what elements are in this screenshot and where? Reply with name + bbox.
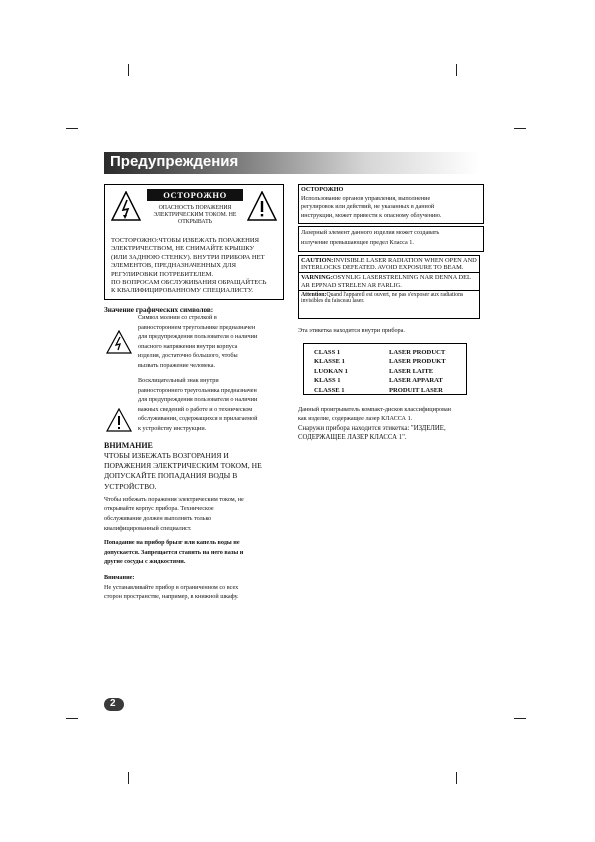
text-line: важных сведений о работе и о техническом <box>138 405 253 413</box>
caution-line: ТОСТОРОЖНО:ЧТОБЫ ИЗБЕЖАТЬ ПОРАЖЕНИЯ <box>111 237 260 244</box>
caution-line: ЭЛЕМЕНТОВ, ПРЕДНАЗНАЧЕННЫХ ДЛЯ <box>111 262 236 270</box>
text-line: к устройству инструкции. <box>138 424 207 432</box>
varning-se <box>299 273 479 290</box>
attention-heading: ВНИМАНИЕ <box>104 441 153 450</box>
caution-text <box>111 237 279 296</box>
crop-mark <box>456 772 457 784</box>
crop-mark <box>128 64 129 76</box>
warning-text: Quand l'appareil est ouvert, ne pas s'exposer aux radiations invisibles du faisceau laser. <box>301 291 464 305</box>
text-line: ПОРАЖЕНИЯ ЭЛЕКТРИЧЕСКИМ ТОКОМ, НЕ <box>104 461 262 471</box>
label-location-note: Эта этикетка находится внутри прибора. <box>298 327 405 334</box>
exclamation-warning-icon <box>247 191 277 221</box>
attention-section <box>104 441 284 602</box>
lightning-warning-icon <box>111 191 141 221</box>
text-line: регулировок или действий, не указанных в данной <box>301 203 435 211</box>
lightning-symbol-icon <box>106 330 132 354</box>
text-line: равностороннем треугольнике предназначен <box>138 323 256 331</box>
text-line: Чтобы избежать поражения электрическим током, не <box>104 495 244 503</box>
text-line: другие сосуды с жидкостями. <box>104 558 186 566</box>
multilang-warning-box <box>298 255 480 319</box>
water-warning <box>104 538 284 567</box>
note-body <box>104 583 284 602</box>
class-row: CLASSE 1 PRODUIT LASER <box>314 386 443 394</box>
text-line: опасного напряжения внутри корпуса <box>138 342 238 350</box>
warning-label: Attention: <box>301 291 327 298</box>
text-line: квалифицированный специалист. <box>104 524 192 532</box>
text-line: для предупреждения пользователя о наличии <box>138 333 258 341</box>
text-line: УСТРОЙСТВО. <box>104 481 157 491</box>
service-note <box>104 495 284 533</box>
text-line: обслуживание должен выполнять только <box>104 515 212 522</box>
text-line: открывайте корпус прибора. Техническое <box>104 505 214 513</box>
text-line: излучение превышающее предел Класса 1. <box>301 238 414 246</box>
laser-element-box <box>298 226 484 252</box>
caution-en <box>299 256 479 273</box>
class-row: KLASSE 1 LASER PRODUKT <box>314 358 446 366</box>
text-line: СОДЕРЖАЩЕЕ ЛАЗЕР КЛАССА 1". <box>298 434 407 442</box>
text-line: для предупреждения пользователя о наличии <box>138 396 258 404</box>
crop-mark <box>66 128 78 129</box>
text-line: Снаружи прибора находится этикетка: "ИЗДЕЛИЕ, <box>298 424 446 432</box>
crop-mark <box>456 64 457 76</box>
caution-line: К КВАЛИФИЦИРОВАННОМУ СПЕЦИАЛИСТУ. <box>111 287 254 295</box>
caution-box <box>104 184 284 300</box>
caution-line: (ИЛИ ЗАДНЮЮ СТЕНКУ). ВНУТРИ ПРИБОРА НЕТ <box>111 253 265 261</box>
text-line: как изделие, содержащее лазер КЛАССА 1. <box>298 415 413 423</box>
text-line: вызвать поражение человека. <box>138 361 215 369</box>
text-line: Восклицательный знак внутри <box>138 377 219 384</box>
attention-body <box>104 451 284 492</box>
class-row: KLASS 1 LASER APPARAT <box>314 377 443 385</box>
laser-class-label <box>303 343 467 395</box>
text-line: изделия, достаточно большого, чтобы <box>138 352 238 360</box>
page-title: Предупреждения <box>110 153 239 170</box>
text-line: сторон пространстве, например, в книжной шкафу. <box>104 593 239 601</box>
warning-label: CAUTION: <box>301 257 334 264</box>
text-line: ЧТОБЫ ИЗБЕЖАТЬ ВОЗГОРАНИЯ И <box>104 451 229 460</box>
warning-label: VARNING: <box>301 274 333 282</box>
crop-mark <box>514 718 526 719</box>
text-line: обслуживании, содержащихся в прилагаемой <box>138 415 258 423</box>
text-line: Символ молнии со стрелкой в <box>138 314 217 321</box>
text-line: ДОПУСКАЙТЕ ПОПАДАНИЯ ВОДЫ В <box>104 471 238 481</box>
right-caution-heading: ОСТОРОЖНО <box>301 186 344 193</box>
classification-note <box>298 405 478 443</box>
text-line: Данный проигрыватель компакт-дисков классифицирован <box>298 406 451 413</box>
right-caution-box <box>298 184 484 224</box>
page-number: 2 <box>110 698 116 709</box>
caution-line: РЕГУЛИРОВКИ ПОТРЕБИТЕЛЕМ. <box>111 270 214 278</box>
caution-line: ЭЛЕКТРИЧЕСТВОМ, НЕ СНИМАЙТЕ КРЫШКУ <box>111 245 255 253</box>
note-heading: Внимание: <box>104 573 135 581</box>
warning-text: OSYNLIG LASERSTRELNING NAR DENNA DEL AR EPPNAD STRELEN AR FARLIG. <box>301 274 471 289</box>
text-line: Попадание на прибор брызг или капель воды не <box>104 539 240 547</box>
crop-mark <box>66 718 78 719</box>
page-title-bar <box>104 152 479 174</box>
text-line: допускается. Запрещается ставить на него вазы и <box>104 548 244 556</box>
text-line: инструкции, может привести к опасному облучению. <box>301 211 442 219</box>
caution-line: ПО ВОПРОСАМ ОБСЛУЖИВАНИЯ ОБРАЩАЙТЕСЬ <box>111 279 267 287</box>
text-line: Использование органов управления, выполнение <box>301 194 431 202</box>
text-line: Лазерный элемент данного изделия может создавать <box>301 229 440 236</box>
crop-mark <box>128 772 129 784</box>
caution-sublabel: ОПАСНОСТЬ ПОРАЖЕНИЯ ЭЛЕКТРИЧЕСКИМ ТОКОМ. НЕ ОТКРЫВАТЬ <box>153 205 237 225</box>
text-line: равностороннего треугольника предназначен <box>138 386 257 394</box>
text-line: Не устанавливайте прибор в ограниченном со всех <box>104 583 239 591</box>
attention-fr <box>299 291 479 306</box>
page-number-badge <box>104 698 124 711</box>
exclamation-symbol-icon <box>106 408 132 432</box>
symbols-title: Значение графических символов: <box>104 306 214 314</box>
lightning-description <box>138 313 278 371</box>
class-row: LUOKAN 1 LASER LAITE <box>314 367 434 375</box>
exclamation-description <box>138 376 278 434</box>
class-row: CLASS 1 LASER PRODUCT <box>314 349 446 356</box>
crop-mark <box>514 128 526 129</box>
warning-text: INVISIBLE LASER RADIATION WHEN OPEN AND INTERLOCKS DEFEATED. AVOID EXPOSURE TO BEAM. <box>301 257 477 272</box>
caution-heading: ОСТОРОЖНО <box>147 189 243 201</box>
